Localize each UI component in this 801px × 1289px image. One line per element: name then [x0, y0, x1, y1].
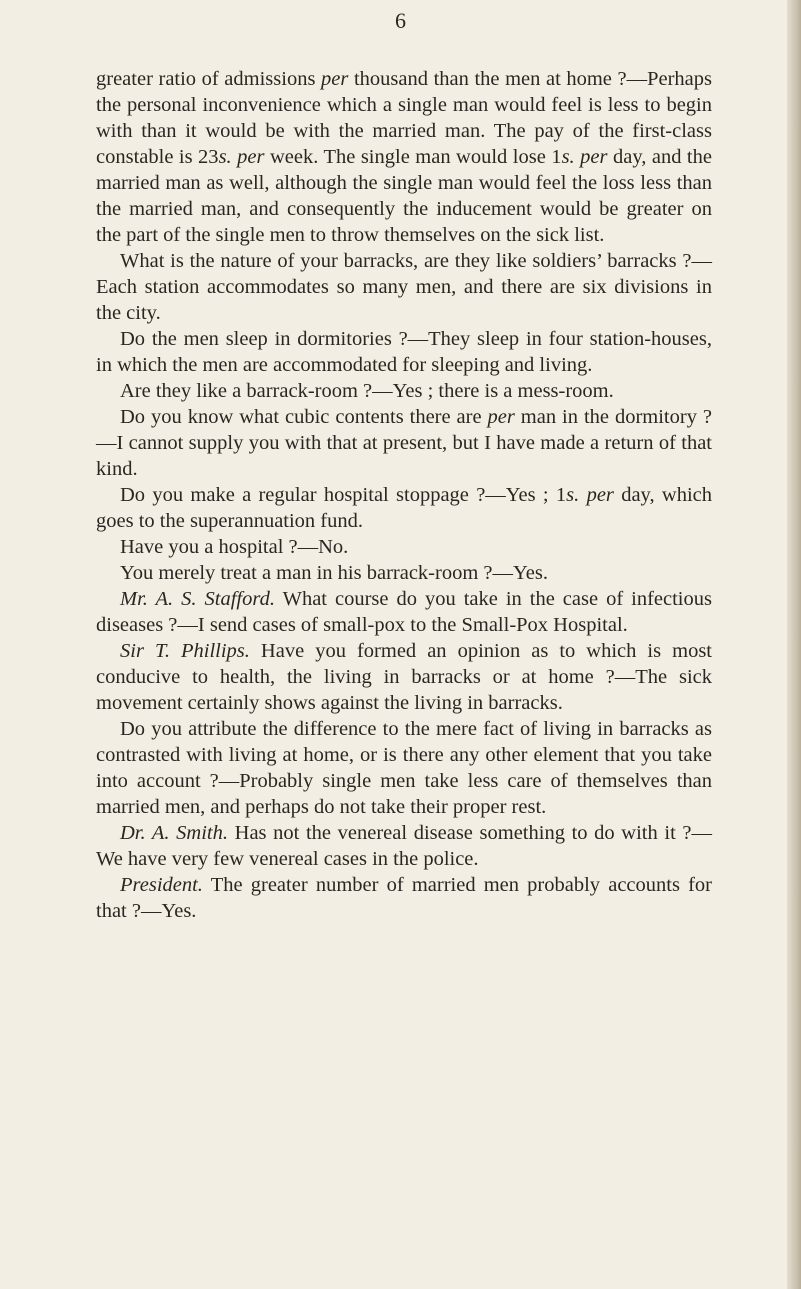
paragraph: Do you know what cubic contents there are per man in the dormitory ?—I cannot supply you with that at present, but I have made a return of that kind. — [96, 406, 712, 480]
page-edge-shadow — [787, 0, 801, 1289]
paragraph: Sir T. Phillips. Have you formed an opinion as to which is most conducive to health, the living in barracks or at home ?—The sick movement certainly shows against the living in barracks. — [96, 640, 712, 714]
paragraph: Dr. A. Smith. Has not the venereal disease something to do with it ?—We have very few venereal cases in the police. — [96, 822, 712, 870]
paragraph: You merely treat a man in his barrack-room ?—Yes. — [120, 562, 548, 584]
page-number: 6 — [395, 8, 406, 33]
paragraph: Do you attribute the difference to the mere fact of living in barracks as contrasted with living at home, or is there any other element that you take into account ?—Probably single men take less care of themselves than married men, and perhaps do not take their proper rest. — [96, 718, 712, 818]
paragraph: greater ratio of admissions per thousand than the men at home ?—Perhaps the personal inconvenience which a single man would feel is less to begin with than it would be with the married man. The pay of the first-class constable is 23s. per week. The single man would lose 1s. per day, and the married man as well, although the single man would feel the loss less than the married man, and consequently the inducement would be greater on the part of the single men to throw themselves on the sick list. — [96, 68, 712, 246]
paragraph: President. The greater number of married men probably accounts for that ?—Yes. — [96, 874, 712, 922]
paragraph: What is the nature of your barracks, are they like soldiers’ barracks ?—Each station accommodates so many men, and there are six divisions in the city. — [96, 250, 712, 324]
paragraph: Do you make a regular hospital stoppage ?—Yes ; 1s. per day, which goes to the superannuation fund. — [96, 484, 712, 532]
paragraph: Do the men sleep in dormitories ?—They sleep in four station-houses, in which the men are accommodated for sleeping and living. — [96, 328, 712, 376]
body-text — [96, 66, 712, 924]
paragraph: Are they like a barrack-room ?—Yes ; there is a mess-room. — [120, 380, 614, 402]
paragraph: Have you a hospital ?—No. — [120, 536, 349, 558]
paragraph: Mr. A. S. Stafford. What course do you take in the case of infectious diseases ?—I send cases of small-pox to the Small-Pox Hospital. — [96, 588, 712, 636]
